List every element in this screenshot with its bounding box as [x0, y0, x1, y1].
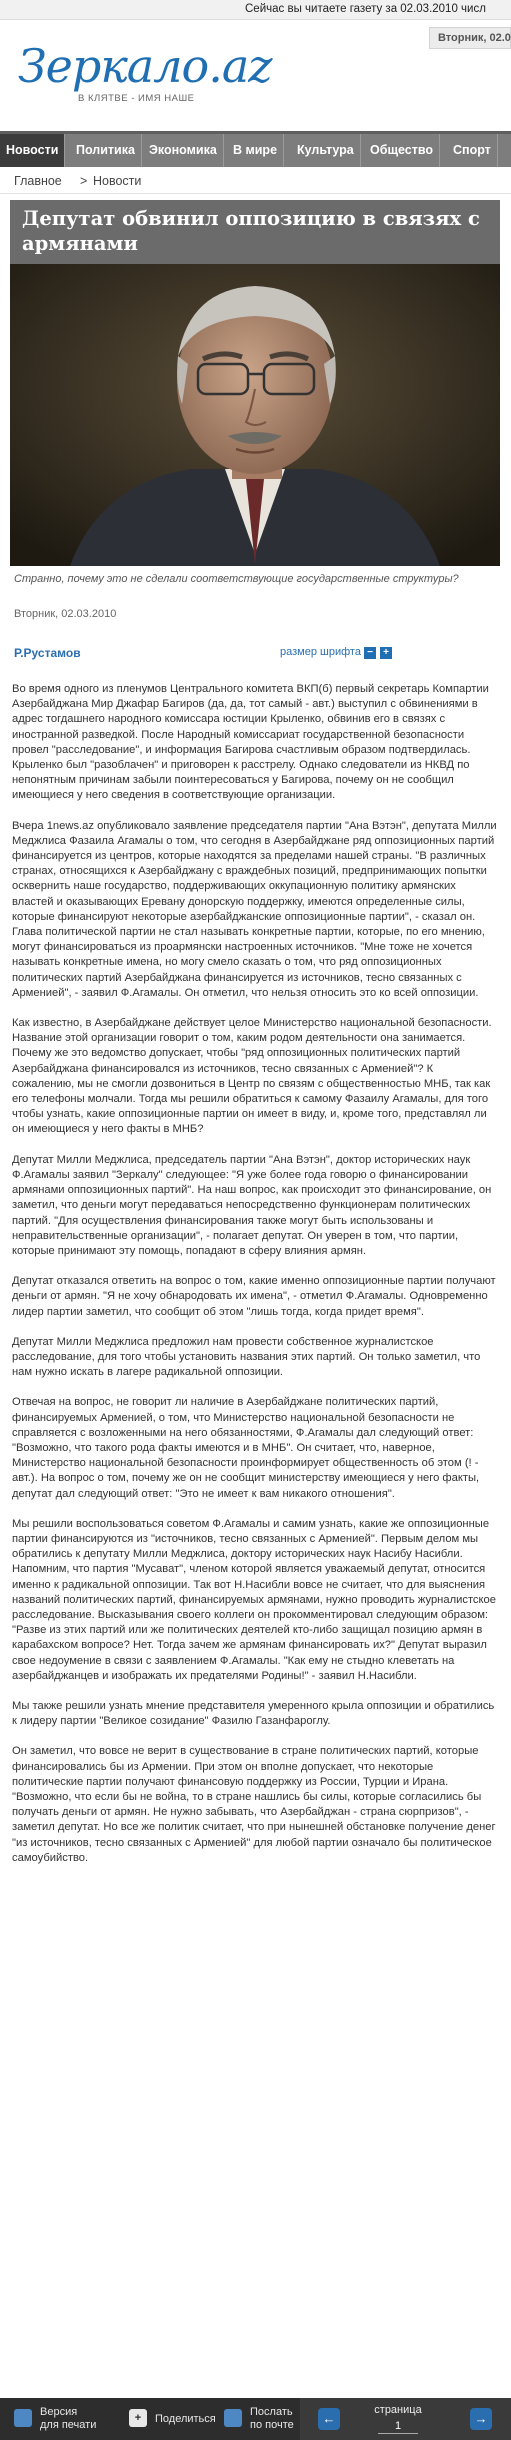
- print-icon: [14, 2409, 32, 2427]
- nav-item-economy[interactable]: Экономика: [143, 134, 224, 167]
- article-author[interactable]: Р.Рустамов: [14, 646, 81, 660]
- article-paragraph: Депутат отказался ответить на вопрос о том, какие именно оппозиционные партии получают деньги от армян. "Я не хочу обнародовать их имена", - отметил Ф.Агамалы. Одновременно лидер партии заметил, что сообщит об этом "лишь тогда, когда придет время".: [12, 1275, 496, 1318]
- breadcrumb-separator: >: [80, 174, 88, 188]
- mail-icon: [224, 2409, 242, 2427]
- ticker-bar: [0, 0, 511, 20]
- article-paragraph: Мы решили воспользоваться советом Ф.Агамалы и самим узнать, какие же оппозиционные партии финансируются из "источников, тесно связанных с Арменией". Первым делом мы обратились к депутату Милли Меджлиса, доктору исторических наук Насибу Насибли. Напомним, что партия "Мусават", членом которой является уважаемый депутат, относится именно к радикальной оппозиции. Так вот Н.Насибли вовсе не считает, что для выяснения названий политических партий, финансируемых армянами, нужно проводить журналистское расследование. Высказывания своего коллеги он прокомментировал следующим образом: "Разве из этих партий или же политических деятелей кто-либо защищал позицию армян в карабахском вопросе? Нет. Тогда зачем же армянам финансировать их?" Депутат выразил свое недоумение в связи с заявлением Ф.Агамалы. "Как ему не стыдно клеветать на азербайджанцев и изображать их предателями Родины!" - заявил Н.Насибли.: [12, 1517, 496, 1682]
- send-by-email-button[interactable]: [210, 2398, 300, 2440]
- pagination: [300, 2398, 511, 2440]
- article-paragraph: Он заметил, что вовсе не верит в существование в стране политических партий, которые финансировались бы из Армении. При этом он вполне допускает, что некоторые политические партии получают финансовую поддержку из России, Турции и Ирана. "Возможно, что если бы не война, то в стране нашлись бы силы, которые согласились бы получать деньги от армян. Не нужно забывать, что Азербайджан - страна сюрпризов", - заметил депутат. Но все же политик считает, что при нынешней обстановке получение денег "из источников, тесно связанных с Арменией" для любой партии означало бы политическое самоубийство.: [12, 1745, 496, 1864]
- site-header: [0, 21, 511, 131]
- article-paragraph: Депутат Милли Меджлиса предложил нам провести собственное журналистское расследование, для того чтобы установить названия этих партий. Он только заметил, что нам нужно искать в лагере радикальной оппозиции.: [12, 1335, 481, 1379]
- font-decrease-button[interactable]: −: [364, 647, 376, 659]
- article-photo: [10, 264, 500, 566]
- page-underline: [378, 2433, 418, 2434]
- page-number: 1: [394, 2420, 402, 2432]
- breadcrumb-home[interactable]: Главное: [14, 174, 62, 188]
- article-paragraph: Отвечая на вопрос, не говорит ли наличие в Азербайджане политических партий, финансируемых Арменией, о том, что Министерство национальной безопасности не справляется с возложенными на него обязанностями, Ф.Агамалы дал следующий ответ: "Возможно, что такого рода факты имеются и в МНБ". Он считает, что, наверное, Министерство национальной безопасности проинформирует общественность об этом (! - авт.). На вопрос о том, почему же он не сообщит министерству имеющиеся у него факты, депутат дал следующий ответ: "Это не имеет к вам никакого отношения".: [12, 1396, 480, 1500]
- share-label: Поделиться: [155, 2413, 216, 2425]
- article-paragraph: Как известно, в Азербайджане действует целое Министерство национальной безопасности. Название этой организации говорит о том, каким родом деятельности она занимается. Почему же это ведомство допускает, чтобы "ряд оппозиционных политических партий Азербайджана финансировался из источников, тесно связанных с Арменией"? К сожалению, мы не смогли дозвониться в Центр по связям с общественностью МНБ, так как его телефоны молчали. Тогда мы решили обратиться к самому Фазаилу Агамалы, для того чтобы узнать, какие оппозиционные партии он имеет в виду, и, кроме того, представлял ли он имеющиеся у него факты в МНБ?: [12, 1017, 492, 1136]
- print-label-line1: Версия: [40, 2406, 78, 2418]
- nav-item-news[interactable]: Новости: [0, 134, 65, 167]
- photo-caption: Странно, почему это не сделали соответствующие государственные структуры?: [14, 573, 459, 585]
- share-button[interactable]: [115, 2398, 216, 2440]
- breadcrumb: [0, 170, 511, 194]
- print-label-line2: для печати: [40, 2419, 97, 2431]
- font-increase-button[interactable]: +: [380, 647, 392, 659]
- header-date: [429, 27, 511, 49]
- send-label-line1: Послать: [250, 2406, 293, 2418]
- logo-text: Зеркало.az: [18, 39, 272, 93]
- plus-icon: +: [129, 2409, 147, 2427]
- article-paragraph: Во время одного из пленумов Центрального комитета ВКП(б) первый секретарь Компартии Азербайджана Мир Джафар Багиров (да, да, тот самый - авт.) выступил с обвинениями в адрес тогдашнего народного комиссара юстиции Крыленко, обвинив его в связях с иностранной разведкой. После Народный комиссариат государственной безопасности провел "расследование", и информация Багирова счастливым образом подтвердилась. Крыленко был "разоблачен" и приговорен к расстрелу. Однако следователи из НКВД по непонятным причинам забыли поинтересоваться у Багирова, почему он не сообщил имеющиеся у него сведения в соответствующие организации.: [12, 683, 489, 802]
- next-page-arrow-icon[interactable]: →: [470, 2408, 492, 2430]
- print-version-button[interactable]: [0, 2398, 110, 2440]
- send-label-line2: по почте: [250, 2419, 294, 2431]
- nav-item-sport[interactable]: Спорт: [447, 134, 498, 167]
- article-body: [12, 682, 497, 1881]
- breadcrumb-current[interactable]: Новости: [93, 174, 142, 188]
- article-paragraph: Мы также решили узнать мнение представителя умеренного крыла оппозиции и обратились к лидеру партии "Великое созидание" Фазилю Газанфароглу.: [12, 1699, 495, 1728]
- header-date-text: Вторник, 02.0: [438, 32, 511, 44]
- main-nav: [0, 131, 511, 167]
- nav-item-culture[interactable]: Культура: [291, 134, 361, 167]
- article-paragraph: Депутат Милли Меджлиса, председатель партии "Ана Вэтэн", доктор исторических наук Ф.Агамалы заявил "Зеркалу" следующее: "Я уже более года говорю о финансировании армянами оппозиционных партий". На наш вопрос, как происходит это финансирование, он заметил, что деньги могут передаваться непосредственно функционерам политических партий. "Для осуществления финансирования также могут быть использованы и неправительственные организации", - полагает депутат. Он уверен в том, что партии, которые принимают эту помощь, попадают в сферу влияния армян.: [12, 1153, 492, 1257]
- nav-item-society[interactable]: Общество: [364, 134, 440, 167]
- prev-page-arrow-icon[interactable]: ←: [318, 2408, 340, 2430]
- nav-item-politics[interactable]: Политика: [70, 134, 142, 167]
- article-title-box: [10, 200, 500, 264]
- page-label: страница: [374, 2404, 422, 2416]
- ticker-text: Сейчас вы читаете газету за 02.03.2010 числ: [245, 3, 486, 15]
- nav-item-world[interactable]: В мире: [227, 134, 284, 167]
- publication-date: Вторник, 02.03.2010: [14, 608, 117, 620]
- logo-tagline: В КЛЯТВЕ - ИМЯ НАШЕ: [78, 93, 195, 104]
- site-logo[interactable]: [18, 39, 272, 119]
- portrait-image: [10, 264, 500, 566]
- article-paragraph: Вчера 1news.az опубликовало заявление председателя партии "Ана Вэтэн", депутата Милли Меджлиса Фазаила Агамалы о том, что сегодня в Азербайджане ряд оппозиционных партий финансируется из центров, которые находятся за пределами нашей страны. "В различных странах, относящихся к Азербайджану с враждебных позиций, предпринимающих попытки осквернить наше государство, поддерживающих оккупационную политику армянских властей и оказывающих Еревану донорскую поддержку, имеются определенные силы, которые финансируют некоторые азербайджанские оппозиционные партии", - сказал он. Глава политической партии не стал называть конкретные партии, которые, по его мнению, могут финансироваться из проармянски настроенных источников. "Мне тоже не хочется называть конкретные имена, но могу смело сказать о том, что ряд оппозиционных политических партий Азербайджана финансируется из источников, тесно связанных с Арменией", - заявил Ф.Агамалы. Он отметил, что нельзя относить это ко всей оппозиции.: [12, 819, 497, 999]
- article-title: Депутат обвинил оппозицию в связях с армянами: [22, 207, 480, 255]
- font-size-label: размер шрифта: [280, 646, 361, 658]
